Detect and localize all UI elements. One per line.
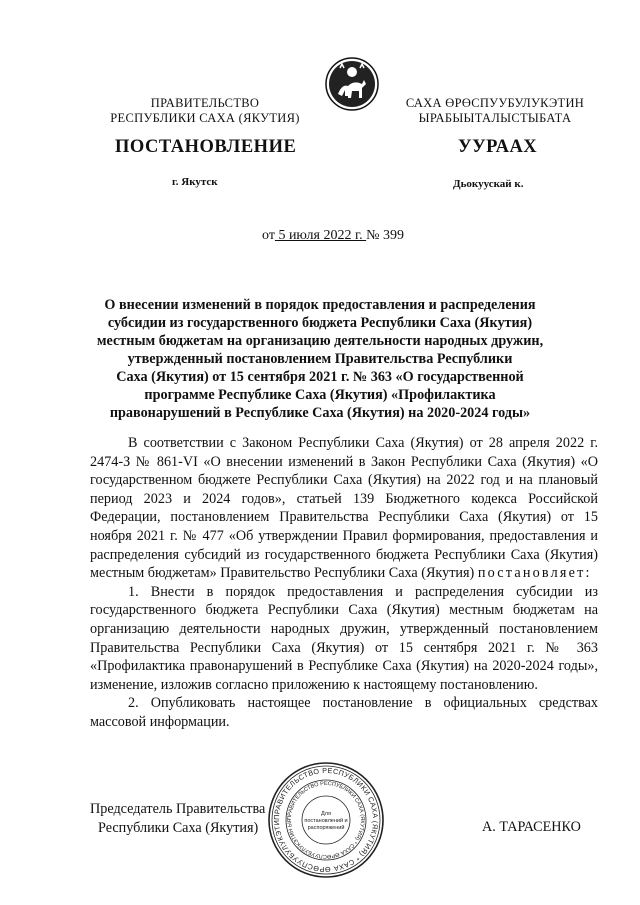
signatory-position-line2: Республики Саха (Якутия): [98, 820, 259, 836]
city-ru: г. Якутск: [172, 176, 218, 188]
title-line: программе Республике Саха (Якутия) «Профилактика: [144, 387, 496, 403]
stamp-ring-text: ПРАВИТЕЛЬСТВО РЕСПУБЛИКИ САХА (ЯКУТИЯ) * САХА ӨРӨСПУУБУЛУКЭТИ: [271, 765, 381, 875]
decree-date-prefix: от: [262, 228, 275, 243]
title-line: утвержденный постановлением Правительства Республики: [127, 351, 513, 367]
city-sah: Дьокуускай к.: [453, 178, 524, 190]
title-line: субсидии из государственного бюджета Республики Саха (Якутия): [107, 315, 533, 331]
decree-number: № 399: [366, 228, 404, 243]
doc-type-sah: УУРААХ: [458, 137, 538, 157]
government-name-sah-line2: ЫРАБЫЫТАЛЫСТЫБАТА: [418, 111, 572, 125]
government-name-ru-line2: РЕСПУБЛИКИ САХА (ЯКУТИЯ): [110, 111, 300, 125]
title-line: правонарушений в Республике Саха (Якутия) на 2020-2024 годы»: [109, 405, 531, 421]
doc-type-ru: ПОСТАНОВЛЕНИЕ: [115, 137, 297, 157]
body-paragraph-2: 1. Внести в порядок предоставления и распределения субсидии из государственного бюджета Республики Саха (Якутия) местным бюджетам на организацию деятельности народных дружин, утвержденный постановлением Правительства Республики Саха (Якутия) от 15 сентября 2021 г. № 363 «Профилактика правонарушений в Республике Саха (Якутия) на 2020-2024 годы», изменение, изложив согласно приложению к настоящему постановлению.: [90, 583, 598, 693]
stamp-center-line3: распоряжений: [307, 825, 345, 831]
document-title: [90, 296, 550, 422]
decree-date-number: [262, 228, 404, 244]
decree-date: 5 июля 2022 г.: [274, 228, 367, 243]
government-name-ru-line1: ПРАВИТЕЛЬСТВО: [150, 96, 260, 110]
government-name-sah-line1: САХА ӨРӨСПУУБУЛУКЭТИН: [405, 96, 585, 110]
document-body: [90, 434, 598, 732]
coat-of-arms-emblem: [324, 56, 380, 112]
stamp-inner-ring-text: ПРАВИТЕЛЬСТВО РЕСПУБЛИКИ САХА (ЯКУТИЯ) * САХА ӨРӨСПУУБУЛУКЭТИН ЫР: [286, 780, 366, 860]
title-line: Саха (Якутия) от 15 сентября 2021 г. № 363 «О государственной: [116, 369, 524, 385]
title-line: О внесении изменений в порядок предоставления и распределения: [104, 297, 536, 313]
resolves-word: постановляет:: [477, 565, 592, 582]
title-line: местным бюджетам на организацию деятельности народных дружин,: [96, 333, 544, 349]
header-right-block: [390, 96, 600, 126]
stamp-center-line2: постановлений и: [304, 818, 348, 824]
body-paragraph-1: [90, 434, 598, 583]
signatory-position: [90, 800, 265, 838]
signatory-name: А. ТАРАСЕНКО: [482, 819, 581, 835]
stamp-center-line1: Для: [321, 811, 331, 817]
header-left-block: [90, 96, 320, 126]
body-paragraph-3: 2. Опубликовать настоящее постановление в официальных средствах массовой информации.: [90, 695, 598, 730]
signatory-position-line1: Председатель Правительства: [90, 801, 266, 817]
body-paragraph-1-text: В соответствии с Законом Республики Саха (Якутия) от 28 апреля 2022 г. 2474-З № 861-VI «О внесении изменений в Закон Республики Саха (Якутия) «О государственном бюджете Республики Саха (Якутия) на 2022 год и на плановый период 2023 и 2024 годов», статьей 139 Бюджетного кодекса Российской Федерации, постановлением Правительства Республики Саха (Якутия) от 15 ноября 2021 г. № 477 «Об утверждении Правил формирования, предоставления и распределения субсидий из государственного бюджета Республики Саха (Якутия) местным бюджетам» Правительство Республики Саха (Якутия): [90, 435, 598, 582]
official-stamp: [266, 760, 386, 880]
